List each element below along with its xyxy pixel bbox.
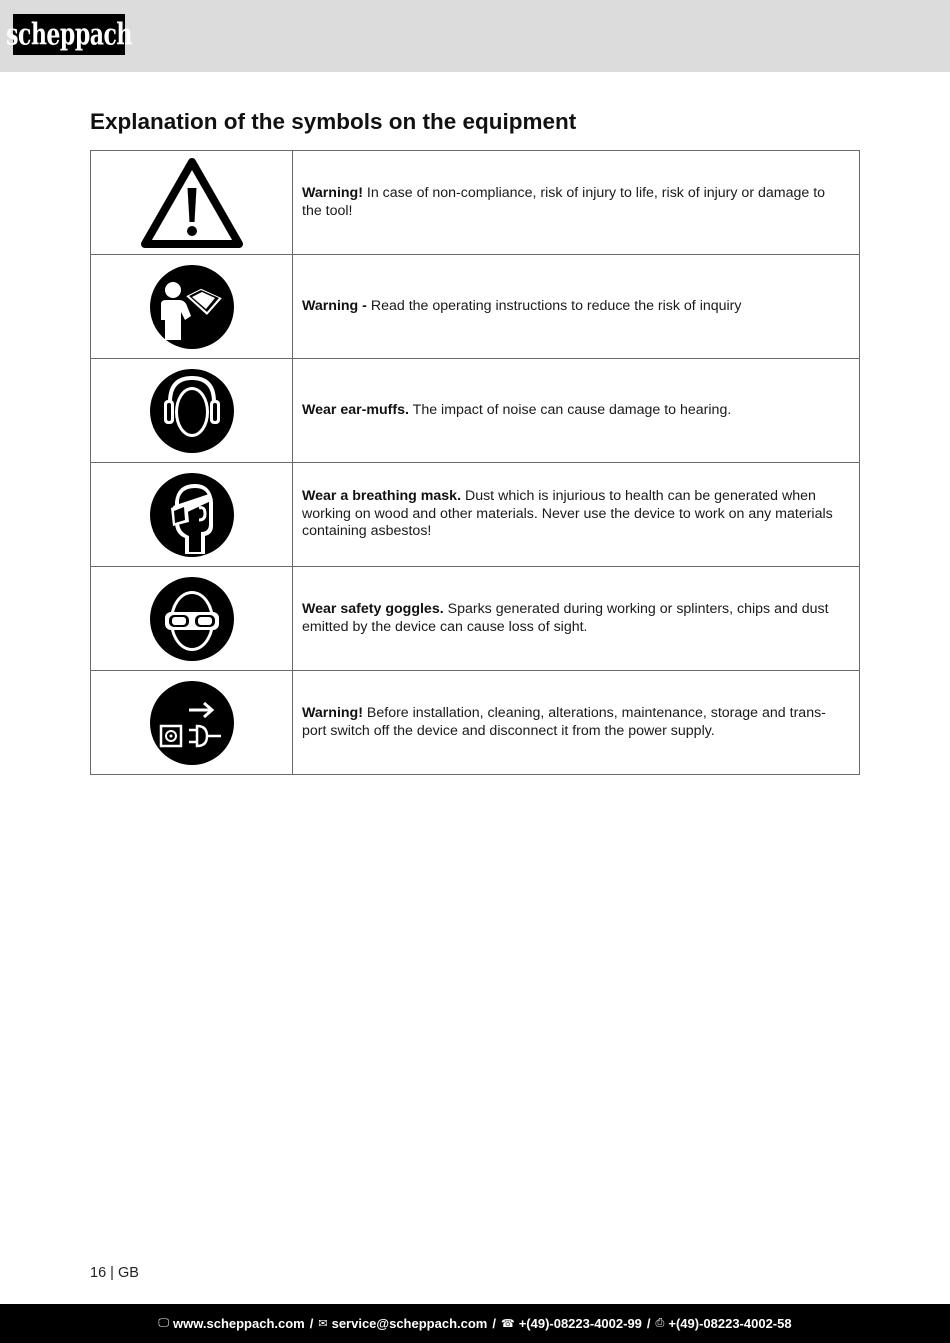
table-row [91,567,860,671]
table-row [91,671,860,775]
scheppach-logo: scheppach [13,14,125,55]
icon-cell [91,671,293,775]
icon-cell [91,151,293,255]
symbol-description: Warning! In case of non-compliance, risk of injury to life, risk of injury or damage to the tool! [293,151,860,255]
icon-cell [91,463,293,567]
fax-icon: ⎙ [655,1317,665,1329]
table-row [91,255,860,359]
icon-cell [91,255,293,359]
table-row [91,463,860,567]
footer-separator: / [309,1316,314,1331]
symbol-description: Wear ear-muffs. The impact of noise can cause damage to hearing. [293,359,860,463]
breathing-mask-icon [149,472,235,558]
symbol-description: Wear safety goggles. Sparks generated during working or splinters, chips and dust emitted by the device can cause loss of sight. [293,567,860,671]
footer-bar [0,1304,950,1343]
symbols-table [90,150,860,775]
unplug-icon [149,680,235,766]
safety-goggles-icon [149,576,235,662]
icon-cell [91,359,293,463]
symbol-description: Warning! Before installation, cleaning, alterations, maintenance, storage and trans-port switch off the device and disconnect it from the power supply. [293,671,860,775]
table-row [91,359,860,463]
phone-icon: ☎ [500,1318,515,1330]
footer-separator: / [492,1316,496,1331]
symbol-description: Warning - Read the operating instructions to reduce the risk of inquiry [293,255,860,359]
fax-number: +(49)-08223-4002-58 [668,1316,792,1331]
footer-separator: / [646,1316,651,1331]
phone-number: +(49)-08223-4002-99 [518,1316,642,1331]
warning-triangle-icon [140,156,244,250]
email-icon: ✉ [318,1318,328,1330]
page-title: Explanation of the symbols on the equipment [90,109,577,134]
header-bar [0,0,950,72]
read-manual-icon [149,264,235,350]
icon-cell [91,567,293,671]
email-link[interactable]: service@scheppach.com [331,1316,488,1331]
computer-icon: 🖵 [158,1317,170,1329]
table-row [91,151,860,255]
website-link[interactable]: www.scheppach.com [173,1316,305,1331]
page-number: 16 | GB [90,1265,139,1281]
symbol-description: Wear a breathing mask. Dust which is injurious to health can be generated when working on wood and other materials. Never use the device to work on any materials containing asbestos! [293,463,860,567]
ear-muffs-icon [149,368,235,454]
